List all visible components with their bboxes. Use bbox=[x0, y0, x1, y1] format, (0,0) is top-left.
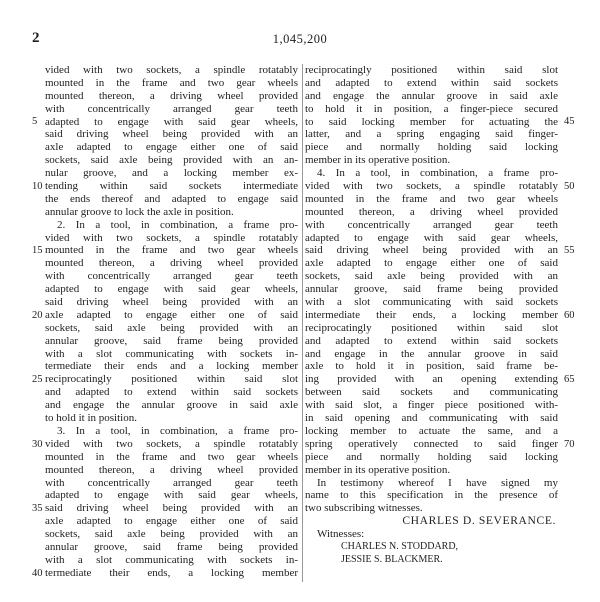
text-line: two subscribing witnesses. bbox=[305, 502, 423, 515]
witness-name: JESSIE S. BLACKMER. bbox=[341, 553, 443, 565]
text-line: mounted thereon, a driving wheel provided bbox=[45, 257, 298, 270]
text-line: 4. In a tool, in combination, a frame pro- bbox=[317, 167, 558, 180]
text-line: annular groove to lock the axle in position. bbox=[45, 205, 234, 218]
text-line: said driving wheel being provided with an bbox=[305, 244, 558, 257]
text-line: mounted in the frame and two gear wheels bbox=[45, 450, 298, 463]
text-line: name to this specification in the presence of bbox=[305, 489, 558, 502]
text-line: and engage the annular groove in said axle bbox=[305, 89, 558, 102]
text-line: sockets, said axle being provided with an bbox=[45, 321, 298, 334]
text-line: reciprocatingly positioned within said slot bbox=[305, 64, 558, 76]
text-line: with concentrically arranged gear teeth bbox=[45, 102, 298, 115]
line-number: 20 bbox=[32, 309, 43, 321]
signature-name: CHARLES D. SEVERANCE. bbox=[402, 514, 556, 528]
text-line: to said locking member for actuating the bbox=[305, 115, 558, 128]
line-number: 55 bbox=[564, 245, 575, 257]
text-line: mounted thereon, a driving wheel provided bbox=[45, 89, 298, 102]
text-line: adapted to engage with said gear wheels, bbox=[45, 115, 298, 128]
text-line: piece and normally holding said locking bbox=[305, 141, 558, 154]
text-line: intermediate their ends, a locking member bbox=[305, 308, 558, 321]
line-number: 65 bbox=[564, 374, 575, 386]
line-number: 40 bbox=[32, 567, 43, 579]
text-line: sockets, said axle being provided with an an- bbox=[45, 154, 298, 167]
text-line: reciprocatingly positioned within said slot bbox=[45, 373, 298, 386]
line-number: 35 bbox=[32, 503, 43, 515]
page-number: 2 bbox=[32, 30, 40, 46]
text-line: and adapted to extend within said sockets bbox=[305, 76, 558, 89]
line-number: 5 bbox=[32, 116, 38, 128]
text-line: with said slot, a finger piece positioned with- bbox=[305, 399, 558, 412]
text-line: 2. In a tool, in combination, a frame pro- bbox=[57, 218, 298, 231]
text-line: reciprocatingly positioned within said slot bbox=[305, 321, 558, 334]
text-line: adapted to engage with said gear wheels, bbox=[45, 489, 298, 502]
left-text-column bbox=[45, 64, 298, 580]
text-line: piece and normally holding said locking bbox=[305, 450, 558, 463]
text-line: said driving wheel being provided with an bbox=[45, 128, 298, 141]
text-line: between said sockets and communicating bbox=[305, 386, 558, 399]
text-line: axle adapted to engage either one of said bbox=[45, 308, 298, 321]
text-line: axle adapted to engage either one of said bbox=[45, 515, 298, 528]
line-number: 30 bbox=[32, 438, 43, 450]
text-line: sockets, said axle being provided with an bbox=[305, 270, 558, 283]
text-line: vided with two sockets, a spindle rotatably bbox=[45, 437, 298, 450]
text-line: to hold it in position, a finger-piece secured bbox=[305, 102, 558, 115]
column-divider bbox=[302, 64, 303, 582]
text-line: ing provided with an opening extending bbox=[305, 373, 558, 386]
text-line: and engage in the annular groove in said bbox=[305, 347, 558, 360]
text-line: locking member to actuate the same, and a bbox=[305, 424, 558, 437]
text-line: adapted to engage with said gear wheels, bbox=[305, 231, 558, 244]
text-line: adapted to engage with said gear wheels, bbox=[45, 283, 298, 296]
text-line: 3. In a tool, in combination, a frame pro- bbox=[57, 424, 298, 437]
text-line: member in its operative position. bbox=[305, 463, 451, 476]
text-line: axle adapted to engage either one of said bbox=[45, 141, 298, 154]
patent-number: 1,045,200 bbox=[272, 32, 328, 46]
line-number: 15 bbox=[32, 245, 43, 257]
text-line: with concentrically arranged gear teeth bbox=[45, 270, 298, 283]
witnesses-label: Witnesses: bbox=[317, 528, 365, 541]
text-line: mounted in the frame and two gear wheels bbox=[45, 244, 298, 257]
text-line: mounted in the frame and two gear wheels bbox=[305, 192, 558, 205]
text-line: latter, and a spring engaging said finger- bbox=[305, 128, 558, 141]
text-line: sockets, said axle being provided with an bbox=[45, 528, 298, 541]
text-line: the ends thereof and adapted to engage said bbox=[45, 192, 298, 205]
text-line: annular groove, said frame being provided bbox=[45, 540, 298, 553]
line-number: 50 bbox=[564, 180, 575, 192]
text-line: vided with two sockets, a spindle rotatably bbox=[45, 64, 298, 76]
text-line: with concentrically arranged gear teeth bbox=[305, 218, 558, 231]
line-number: 10 bbox=[32, 180, 43, 192]
witness-name: CHARLES N. STODDARD, bbox=[341, 540, 459, 552]
text-line: and adapted to extend within said sockets bbox=[305, 334, 558, 347]
line-number: 45 bbox=[564, 116, 575, 128]
line-number: 60 bbox=[564, 309, 575, 321]
text-line: termediate their ends and a locking member bbox=[45, 360, 298, 373]
text-line: and adapted to extend within said sockets bbox=[45, 386, 298, 399]
text-line: said driving wheel being provided with an bbox=[45, 502, 298, 515]
text-line: in said opening and communicating with said bbox=[305, 412, 558, 425]
text-line: nular groove, and a locking member ex- bbox=[45, 167, 298, 180]
text-line: vided with two sockets, a spindle rotatably bbox=[305, 180, 558, 193]
text-line: mounted in the frame and two gear wheels bbox=[45, 76, 298, 89]
text-line: annular groove, said frame being provided bbox=[305, 283, 558, 296]
text-line: said driving wheel being provided with an bbox=[45, 296, 298, 309]
text-line: member in its operative position. bbox=[305, 154, 451, 167]
text-line: with a slot communicating with sockets in- bbox=[45, 347, 298, 360]
text-line: annular groove, said frame being provided bbox=[45, 334, 298, 347]
text-line: axle adapted to engage either one of said bbox=[305, 257, 558, 270]
line-number: 70 bbox=[564, 438, 575, 450]
text-line: mounted thereon, a driving wheel provided bbox=[45, 463, 298, 476]
text-line: termediate their ends, a locking member bbox=[45, 566, 298, 579]
text-line: with concentrically arranged gear teeth bbox=[45, 476, 298, 489]
text-line: tending within said sockets intermediate bbox=[45, 180, 298, 193]
text-line: In testimony whereof I have signed my bbox=[317, 476, 558, 489]
right-text-column bbox=[305, 64, 558, 567]
text-line: vided with two sockets, a spindle rotatably bbox=[45, 231, 298, 244]
text-line: spring operatively connected to said finger bbox=[305, 437, 558, 450]
text-line: with a slot communicating with said sockets bbox=[305, 296, 558, 309]
line-number: 25 bbox=[32, 374, 43, 386]
text-line: to hold it in position. bbox=[45, 412, 137, 425]
text-line: mounted thereon, a driving wheel provided bbox=[305, 205, 558, 218]
text-line: with a slot communicating with sockets in- bbox=[45, 553, 298, 566]
text-line: and engage the annular groove in said axle bbox=[45, 399, 298, 412]
text-line: axle to hold it in position, said frame be- bbox=[305, 360, 558, 373]
